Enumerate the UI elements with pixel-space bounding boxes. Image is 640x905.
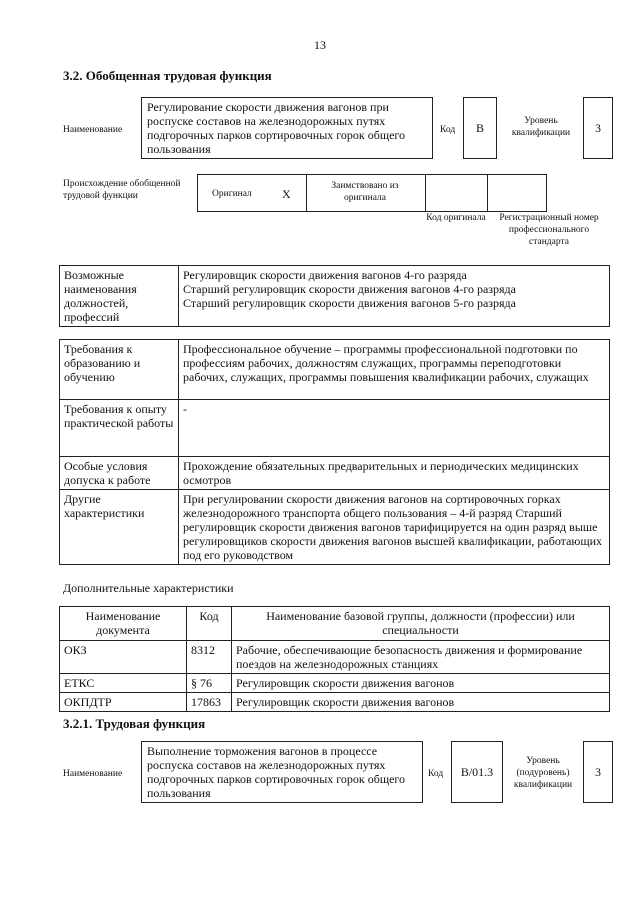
origin-label: Происхождение обобщенной трудовой функции	[63, 179, 181, 201]
subsection-title: 3.2.1. Трудовая функция	[63, 716, 206, 731]
original-mark: X	[282, 187, 291, 201]
req-experience-value: -	[179, 400, 610, 457]
origin-divider-3	[487, 175, 488, 211]
table-cell: 8312	[187, 641, 232, 674]
position-line: Старший регулировщик скорости движения вагонов 5-го разряда	[183, 296, 516, 310]
table-cell: ОКПДТР	[60, 693, 187, 712]
req-education-label: Требования к образованию и обучению	[60, 340, 179, 400]
page-number: 13	[314, 38, 326, 52]
positions-list	[179, 266, 610, 327]
position-line: Регулировщик скорости движения вагонов 4-го разряда	[183, 268, 467, 282]
req-experience-label: Требования к опыту практической работы	[60, 400, 179, 457]
req-education-value: Профессиональное обучение – программы профессиональной подготовки по профессиям рабочих, должностям служащих, программы переподготовки рабочих, служащих, программы повышения квалификации рабочих, служащих	[179, 340, 610, 400]
req-special-label: Особые условия допуска к работе	[60, 457, 179, 490]
additional-table	[59, 606, 610, 712]
section-title: 3.2. Обобщенная трудовая функция	[63, 68, 272, 83]
requirements-table	[59, 339, 610, 565]
origin-table	[197, 174, 547, 212]
table-cell: ОКЗ	[60, 641, 187, 674]
additional-title: Дополнительные характеристики	[63, 581, 234, 595]
orig-code-caption: Код оригинала	[426, 213, 486, 223]
code-value-box: B	[463, 97, 497, 159]
header-document: Наименование документа	[60, 607, 187, 641]
table-cell: Регулировщик скорости движения вагонов	[232, 693, 610, 712]
table-cell: § 76	[187, 674, 232, 693]
borrowed-label: Заимствовано из оригинала	[331, 181, 399, 203]
level-value-box: 3	[583, 97, 613, 159]
positions-label: Возможные наименования должностей, профессий	[60, 266, 179, 327]
function-name-box-2: Выполнение торможения вагонов в процессе роспуска составов на железнодорожных путях подгорочных парков сортировочных горок общего пользования	[141, 741, 423, 803]
req-special-value: Прохождение обязательных предварительных и периодических медицинских осмотров	[179, 457, 610, 490]
name-label-2: Наименование	[63, 769, 123, 779]
original-label: Оригинал	[212, 189, 252, 199]
reg-number-caption: Регистрационный номер профессионального стандарта	[499, 213, 599, 247]
position-line: Старший регулировщик скорости движения вагонов 4-го разряда	[183, 282, 516, 296]
header-code: Код	[187, 607, 232, 641]
origin-divider-1	[306, 175, 307, 211]
table-cell: Регулировщик скорости движения вагонов	[232, 674, 610, 693]
req-other-label: Другие характеристики	[60, 490, 179, 565]
origin-divider-2	[425, 175, 426, 211]
name-label: Наименование	[63, 125, 123, 135]
table-cell: 17863	[187, 693, 232, 712]
code-label: Код	[440, 125, 456, 135]
positions-table	[59, 265, 610, 327]
req-other-value: При регулировании скорости движения вагонов на сортировочных горках железнодорожного транспорта общего пользования – 4-й разряд Старший регулировщик скорости движения вагонов тарифицируется на один разряд выше регулировщиков скорости движения вагонов высшей квалификации, работающих под его руководством	[179, 490, 610, 565]
table-cell: Рабочие, обеспечивающие безопасность движения и формирование поездов на железнодорожных станциях	[232, 641, 610, 674]
level-value-box-2: 3	[583, 741, 613, 803]
level-label-2: Уровень (подуровень) квалификации	[513, 756, 573, 790]
code-value-box-2: B/01.3	[451, 741, 503, 803]
table-cell: ЕТКС	[60, 674, 187, 693]
code-label-2: Код	[428, 769, 444, 779]
function-name-box: Регулирование скорости движения вагонов при роспуске составов на железнодорожных путях подгорочных парков сортировочных горок общего пользования	[141, 97, 433, 159]
level-label: Уровень квалификации	[511, 116, 571, 138]
header-group: Наименование базовой группы, должности (профессии) или специальности	[232, 607, 610, 641]
